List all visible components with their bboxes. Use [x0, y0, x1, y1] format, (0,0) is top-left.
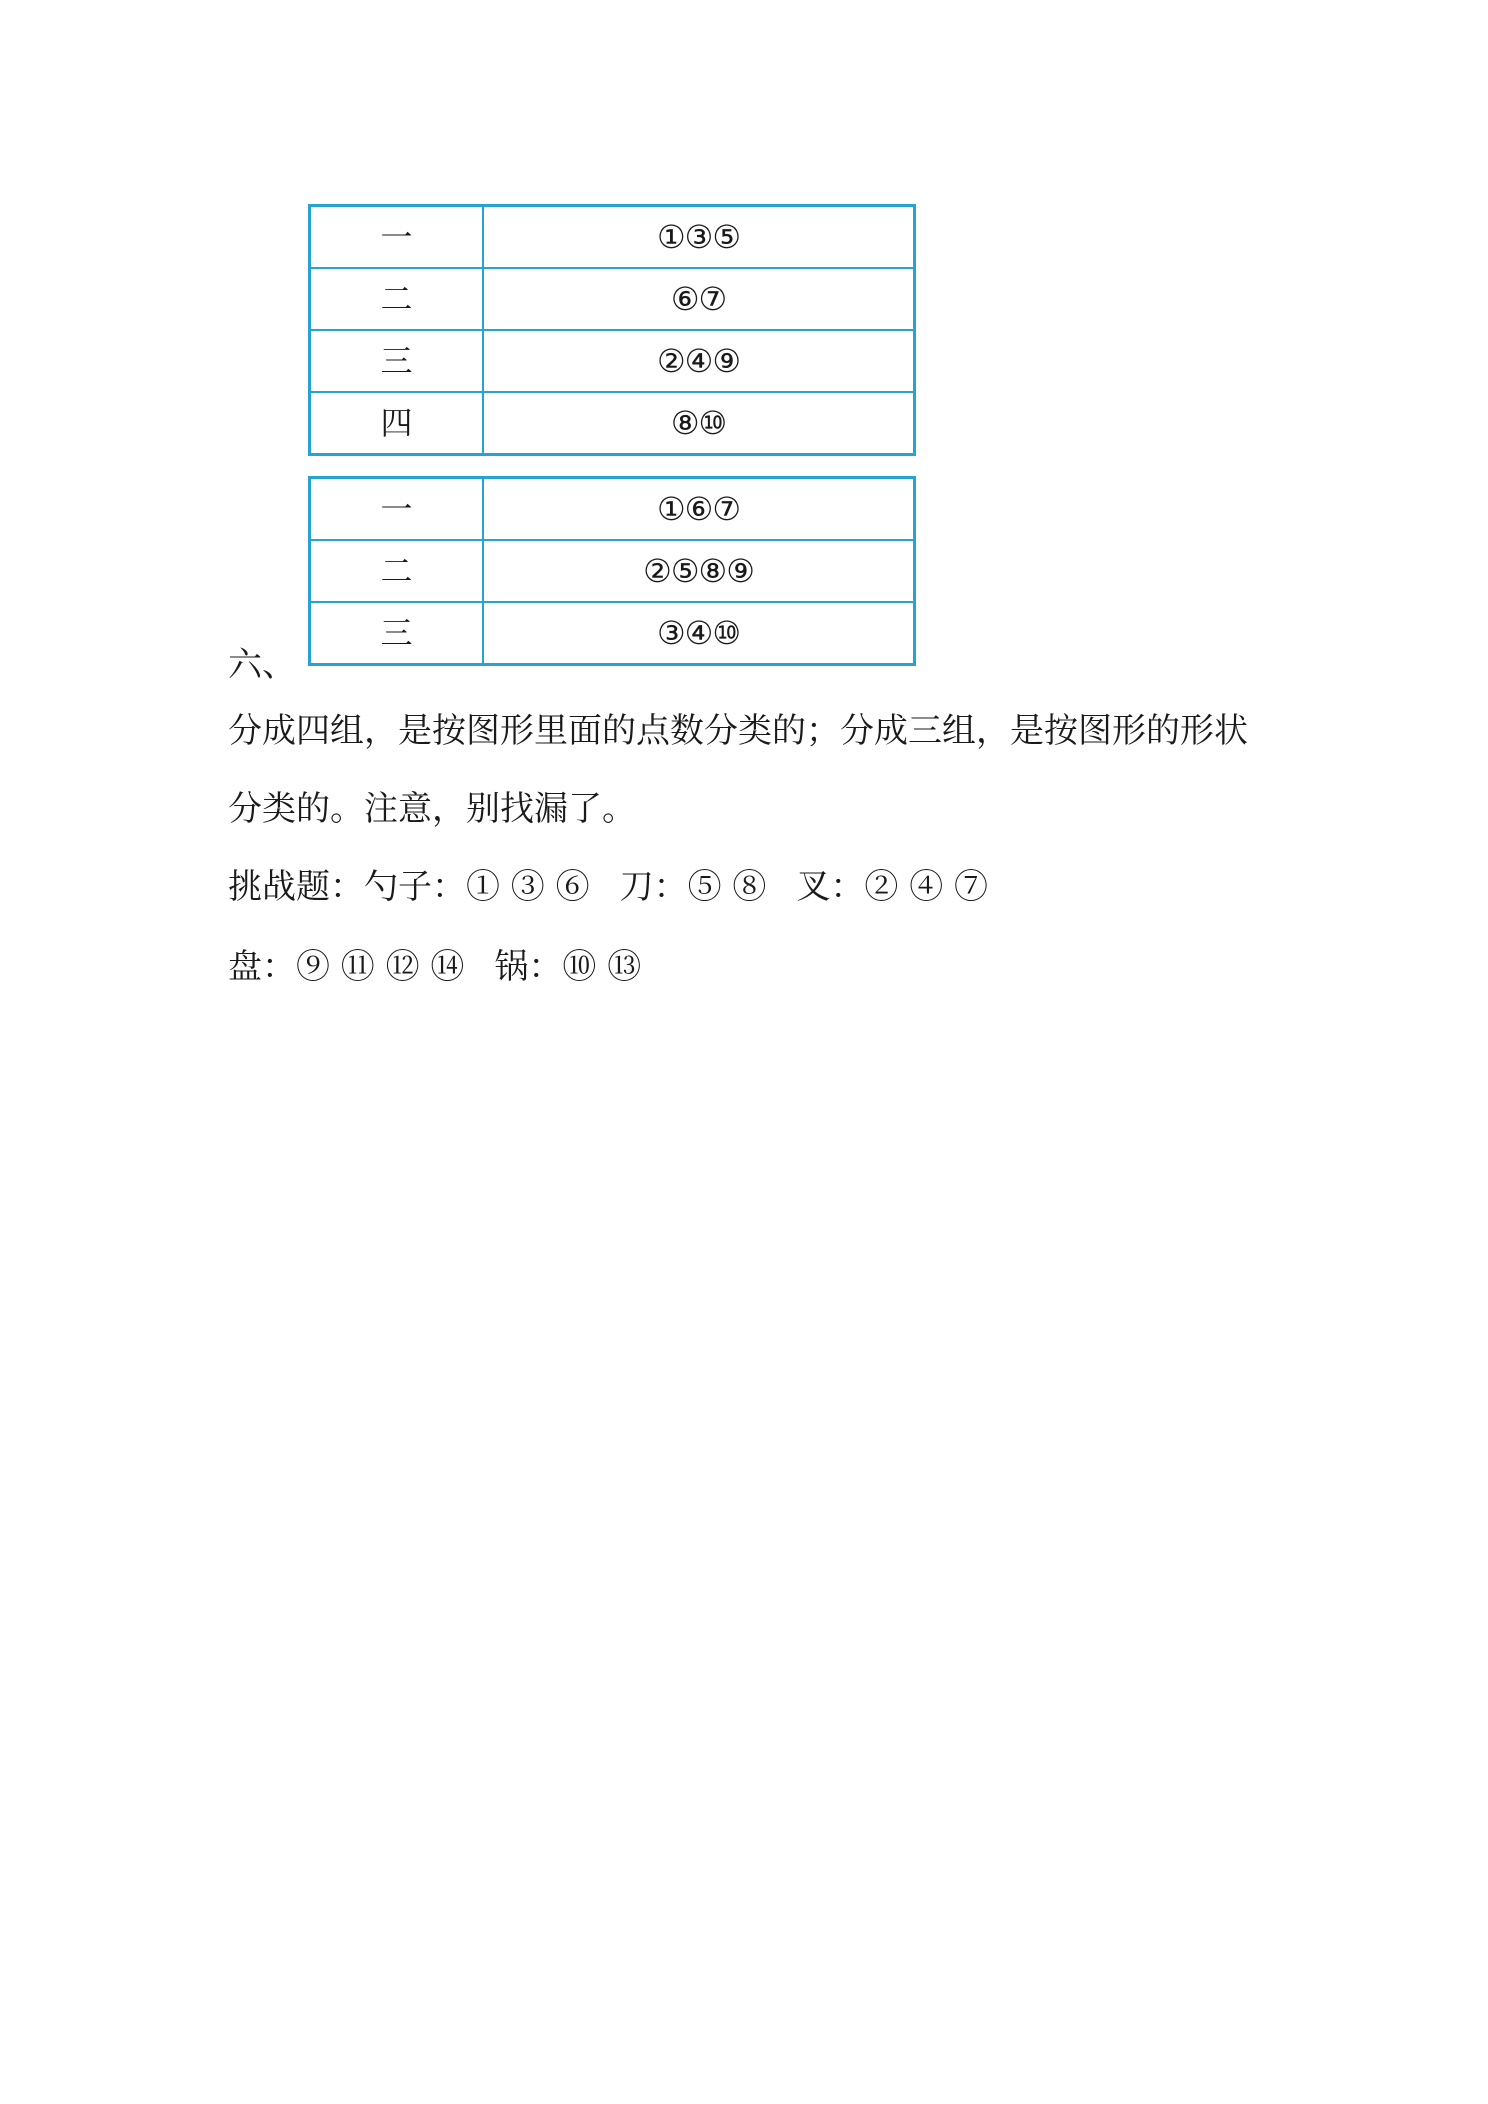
spoon-answer: 勺子：① ③ ⑥ — [364, 867, 590, 907]
group-label: 二 — [310, 268, 484, 330]
group-items: ③④⑩ — [483, 602, 915, 665]
group-label: 一 — [310, 478, 484, 541]
table-row — [310, 478, 915, 541]
group-label: 三 — [310, 330, 484, 392]
challenge-answer-line — [228, 947, 642, 987]
four-group-table — [308, 204, 916, 456]
table-row — [310, 330, 915, 392]
table-row — [310, 206, 915, 269]
group-items: ⑥⑦ — [483, 268, 915, 330]
three-group-table — [308, 476, 916, 666]
section-number: 六、 — [228, 645, 296, 685]
table-row — [310, 268, 915, 330]
table-row — [310, 540, 915, 602]
group-label: 四 — [310, 392, 484, 455]
plate-answer: 盘：⑨ ⑪ ⑫ ⑭ — [228, 947, 465, 987]
explanation-line: 分类的。注意，别找漏了。 — [228, 789, 636, 829]
table-row — [310, 392, 915, 455]
table-row — [310, 602, 915, 665]
group-items: ②⑤⑧⑨ — [483, 540, 915, 602]
group-items: ①③⑤ — [483, 206, 915, 269]
group-label: 一 — [310, 206, 484, 269]
group-items: ⑧⑩ — [483, 392, 915, 455]
challenge-prefix: 挑战题： — [228, 867, 364, 907]
group-items: ②④⑨ — [483, 330, 915, 392]
challenge-answer-line — [228, 867, 989, 907]
group-items: ①⑥⑦ — [483, 478, 915, 541]
knife-answer: 刀：⑤ ⑧ — [619, 867, 767, 907]
group-label: 三 — [310, 602, 484, 665]
fork-answer: 叉：② ④ ⑦ — [796, 867, 989, 907]
explanation-line: 分成四组，是按图形里面的点数分类的；分成三组，是按图形的形状 — [228, 711, 1248, 751]
pot-answer: 锅：⑩ ⑬ — [494, 947, 642, 987]
group-label: 二 — [310, 540, 484, 602]
